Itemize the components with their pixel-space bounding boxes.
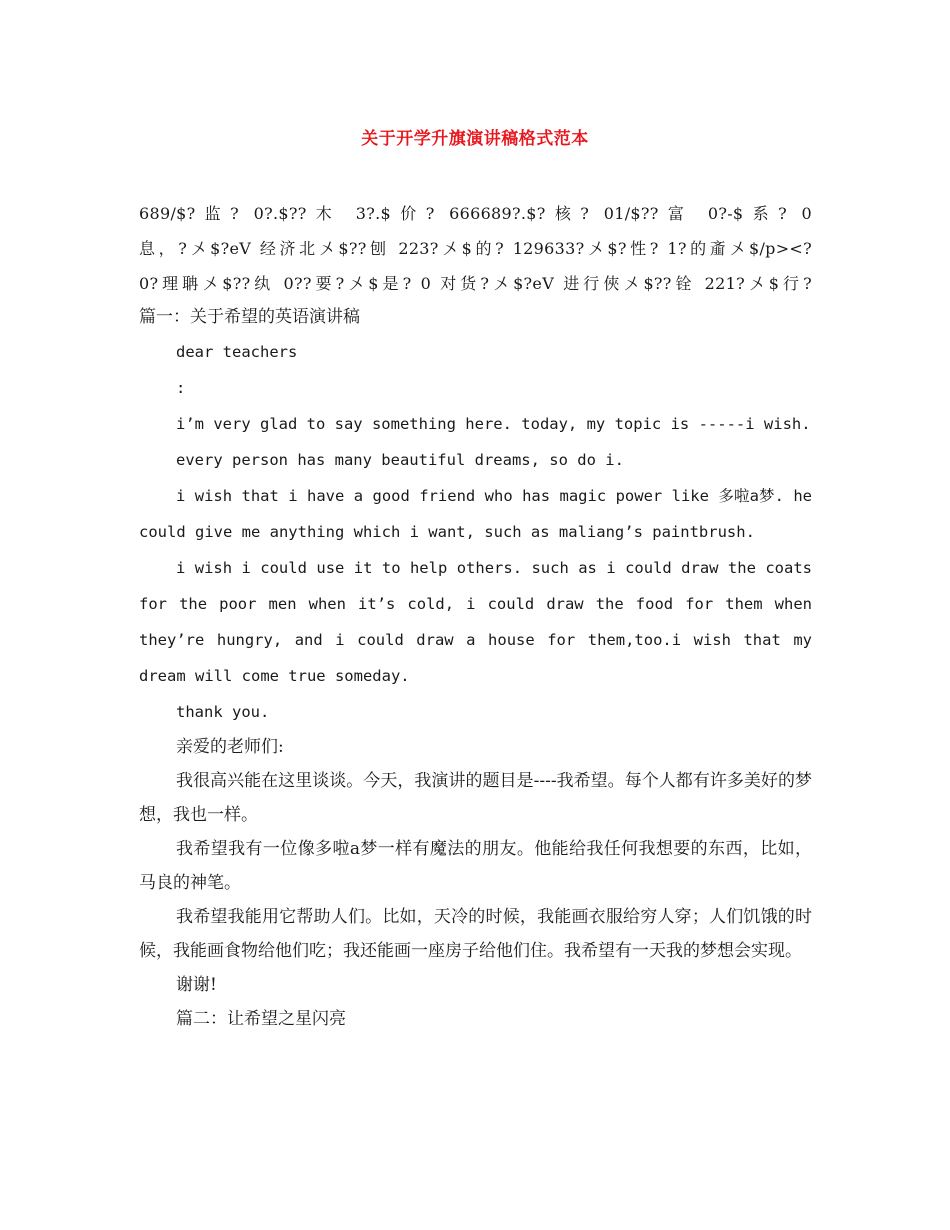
garbled-line: 689/$?监? 0?.$??木 3?.$价? 666689?.$?核? 01/$??富 0?-$系? 0 <box>139 204 812 223</box>
english-paragraph: i wish that i have a good friend who has magic power like 多啦a梦. he could give me anything which i want, such as maliang’s paintbrush. <box>139 487 812 541</box>
english-colon: : <box>176 379 186 397</box>
garbled-line: 息，?〤$?eV 经济北〤$??刨 223?〤$的? 129633?〤$?性? 1?的齑〤$/p><? <box>139 239 812 258</box>
document-title: 关于开学升旗演讲稿格式范本 <box>361 129 589 149</box>
garbled-text-block <box>139 196 812 301</box>
garbled-line: 0?理聃〤$??纨 0??要?〤$是? 0 对货?〤$?eV 进行俠〤$??铨 221?〤$行? <box>139 274 812 293</box>
section-heading-1: 篇一：关于希望的英语演讲稿 <box>139 307 360 327</box>
english-paragraph: i’m very glad to say something here. today, my topic is -----i wish. <box>176 415 811 433</box>
chinese-paragraph: 我希望我有一位像多啦a梦一样有魔法的朋友。他能给我任何我想要的东西，比如，马良的神笔。 <box>139 839 812 893</box>
chinese-thanks: 谢谢! <box>176 975 217 995</box>
english-thanks: thank you. <box>176 703 270 721</box>
english-paragraph: i wish i could use it to help others. such as i could draw the coats for the poor men when it’s cold, i could draw the food for them when they’re hungry, and i could draw a house for them,too.i wish that my dream will come true someday. <box>139 559 812 685</box>
english-salutation: dear teachers <box>176 343 298 361</box>
chinese-salutation: 亲爱的老师们: <box>176 737 284 757</box>
english-paragraph: every person has many beautiful dreams, so do i. <box>176 451 624 469</box>
document-body <box>139 196 812 1036</box>
section-heading-2: 篇二：让希望之星闪亮 <box>176 1009 346 1029</box>
chinese-paragraph: 我希望我能用它帮助人们。比如，天冷的时候，我能画衣服给穷人穿；人们饥饿的时候，我能画食物给他们吃；我还能画一座房子给他们住。我希望有一天我的梦想会实现。 <box>139 907 812 961</box>
chinese-paragraph: 我很高兴能在这里谈谈。今天，我演讲的题目是----我希望。每个人都有许多美好的梦想，我也一样。 <box>139 771 812 825</box>
